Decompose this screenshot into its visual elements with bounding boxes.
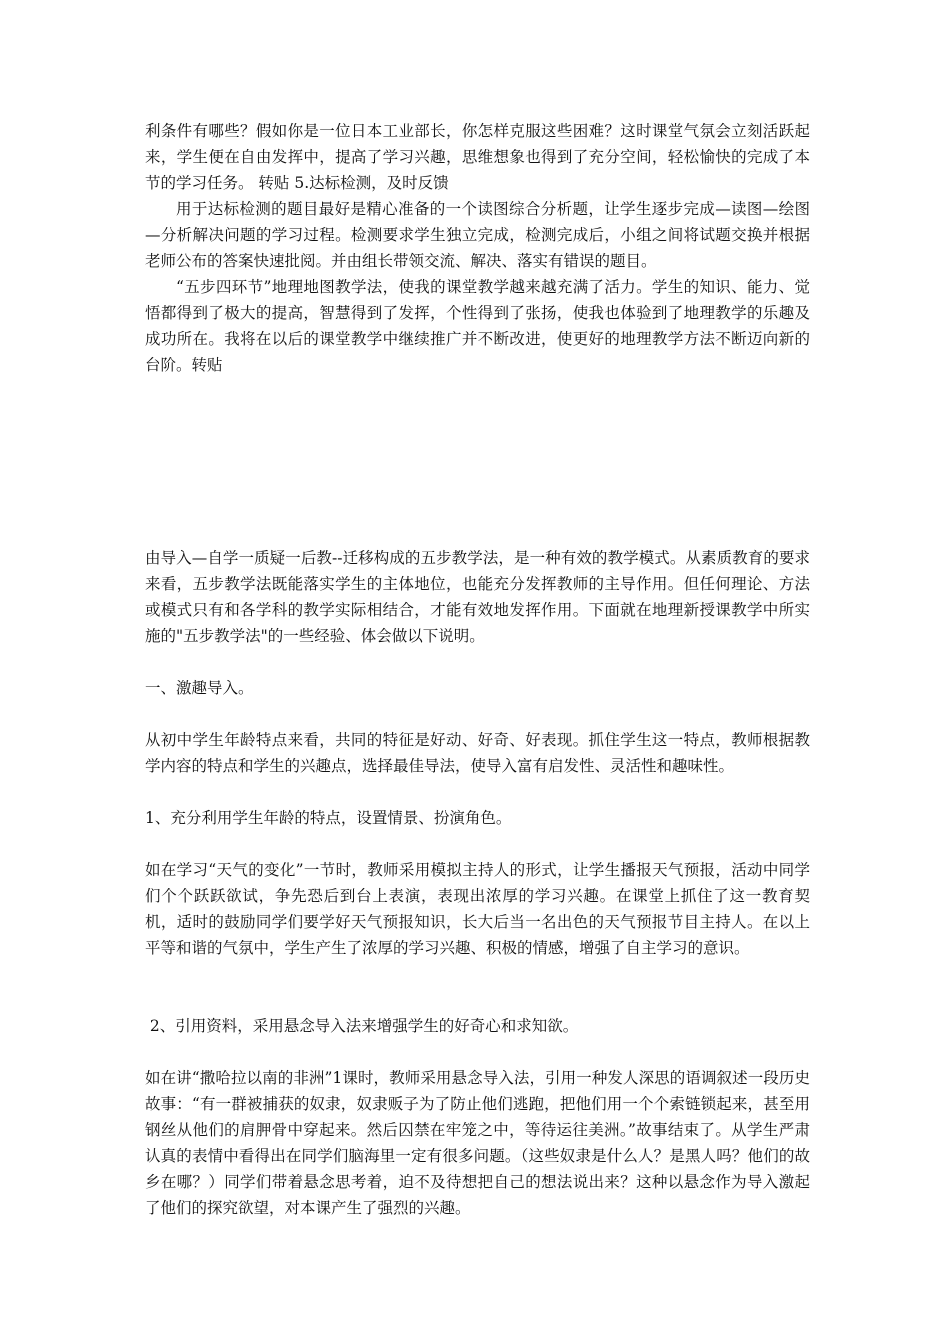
intro-paragraph: 由导入—自学一质疑一后教--迁移构成的五步教学法，是一种有效的教学模式。从素质教育的要求来看，五步教学法既能落实学生的主体地位，也能充分发挥教师的主导作用。但任何理论、方法或模式只有和各学科的教学实际相结合，才能有效地发挥作用。下面就在地理新授课教学中所实施的"五步教学法"的一些经验、体会做以下说明。: [145, 549, 810, 645]
paragraph-2: 如在学习“天气的变化”一节时，教师采用模拟主持人的形式，让学生播报天气预报，活动中同学们个个跃跃欲试，争先恐后到台上表演，表现出浓厚的学习兴趣。在课堂上抓住了这一教育契机，适时的鼓励同学们要学好天气预报知识，长大后当一名出色的天气预报节目主持人。在以上平等和谐的气氛中，学生产生了浓厚的学习兴趣、积极的情感，增强了自主学习的意识。: [145, 861, 810, 957]
paragraph-top-2: 用于达标检测的题目最好是精心准备的一个读图综合分析题，让学生逐步完成—读图—绘图—分析解决问题的学习过程。检测要求学生独立完成，检测完成后，小组之间将试题交换并根据老师公布的答案快速批阅。并由组长带领交流、解决、落实有错误的题目。: [145, 200, 810, 270]
paragraph-1: 从初中学生年龄特点来看，共同的特征是好动、好奇、好表现。抓住学生这一特点，教师根据教学内容的特点和学生的兴趣点，选择最佳导法，使导入富有启发性、灵活性和趣味性。: [145, 731, 810, 775]
paragraph-top-1: 利条件有哪些？假如你是一位日本工业部长，你怎样克服这些困难？这时课堂气氛会立刻活跃起来，学生便在自由发挥中，提高了学习兴趣，思维想象也得到了充分空间，轻松愉快的完成了本节的学习任务。 转贴 5.达标检测，及时反馈: [145, 122, 810, 192]
paragraph-top-3: “五步四环节”地理地图教学法，使我的课堂教学越来越充满了活力。学生的知识、能力、觉悟都得到了极大的提高，智慧得到了发挥，个性得到了张扬，使我也体验到了地理教学的乐趣及成功所在。我将在以后的课堂教学中继续推广并不断改进，使更好的地理教学方法不断迈向新的台阶。转贴: [145, 278, 810, 374]
subheading-1: 1、充分利用学生年龄的特点，设置情景、扮演角色。: [145, 809, 512, 827]
subheading-2: 2、引用资料，采用悬念导入法来增强学生的好奇心和求知欲。: [145, 1017, 579, 1035]
paragraph-3: 如在讲“撒哈拉以南的非洲”1课时，教师采用悬念导入法，引用一种发人深思的语调叙述一段历史故事：“有一群被捕获的奴隶，奴隶贩子为了防止他们逃跑，把他们用一个个索链锁起来，甚至用钢丝从他们的肩胛骨中穿起来。然后囚禁在牢笼之中，等待运往美洲。”故事结束了。从学生严肃认真的表情中看得出在同学们脑海里一定有很多问题。（这些奴隶是什么人？是黑人吗？他们的故乡在哪？）同学们带着悬念思考着，迫不及待想把自己的想法说出来？这种以悬念作为导入激起了他们的探究欲望，对本课产生了强烈的兴趣。: [145, 1069, 810, 1217]
heading-1: 一、激趣导入。: [145, 679, 254, 697]
